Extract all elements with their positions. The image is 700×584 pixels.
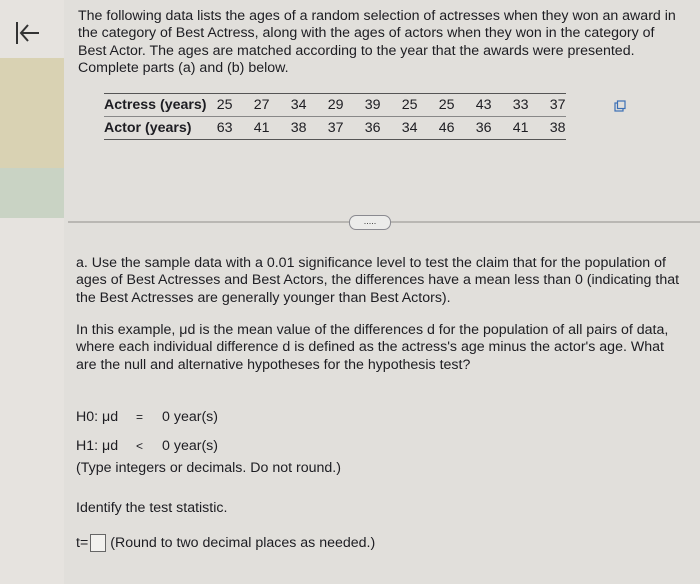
table-row [104, 117, 566, 140]
h0-symbol: H0: μd [76, 409, 119, 425]
alternative-hypothesis [76, 438, 218, 455]
row-header: Actor (years) [104, 117, 217, 140]
table-cell: 33 [492, 94, 529, 117]
h1-operator: < [136, 439, 144, 453]
table-cell: 25 [418, 94, 455, 117]
answer-format-note: (Type integers or decimals. Do not round.) [76, 460, 341, 476]
table-cell: 63 [217, 117, 233, 140]
rail-highlight-band-lower [0, 168, 64, 218]
h1-symbol: H1: μd [76, 438, 119, 454]
rounding-hint: (Round to two decimal places as needed.) [110, 535, 376, 551]
table-cell: 25 [217, 94, 233, 117]
table-cell: 27 [233, 94, 270, 117]
left-rail [0, 0, 64, 584]
h0-unit: year(s) [173, 409, 218, 425]
table-cell: 38 [529, 117, 566, 140]
test-statistic-prompt: Identify the test statistic. [76, 500, 228, 516]
table-cell: 36 [455, 117, 492, 140]
expand-button[interactable]: ..... [349, 215, 391, 230]
row-header: Actress (years) [104, 94, 217, 117]
h1-unit: year(s) [173, 438, 218, 454]
h0-value: 0 [162, 409, 170, 425]
table-cell: 36 [344, 117, 381, 140]
table-cell: 41 [492, 117, 529, 140]
table-cell: 25 [381, 94, 418, 117]
table-cell: 46 [418, 117, 455, 140]
table-cell: 34 [381, 117, 418, 140]
part-a-prompt: a. Use the sample data with a 0.01 significance level to test the claim that for the population of ages of Best Actresses and Best Actors, the differences have a mean less than 0 (indicating that the Best Actresses are generally younger than Best Actors). [76, 255, 680, 306]
null-hypothesis [76, 409, 218, 426]
table-cell: 34 [270, 94, 307, 117]
table-cell: 43 [455, 94, 492, 117]
t-answer-input[interactable] [90, 534, 106, 552]
example-text: In this example, μd is the mean value of the differences d for the population of all pairs of data, where each individual difference d is defined as the actress's age minus the actor's age. What are the null and alternative hypotheses for the hypothesis test? [76, 322, 669, 373]
question-panel [64, 0, 700, 584]
table-row [104, 94, 566, 117]
table-cell: 29 [307, 94, 344, 117]
table-cell: 37 [307, 117, 344, 140]
h1-value: 0 [162, 438, 170, 454]
table-cell: 39 [344, 94, 381, 117]
back-arrow-icon[interactable] [12, 18, 42, 48]
table-cell: 38 [270, 117, 307, 140]
data-table [104, 93, 566, 140]
table-cell: 37 [529, 94, 566, 117]
t-label: t= [76, 535, 89, 551]
rail-highlight-band [0, 58, 64, 168]
h0-operator: = [136, 410, 144, 424]
copy-data-icon[interactable] [614, 100, 626, 112]
intro-text: The following data lists the ages of a random selection of actresses when they won an award in the category of Best Actress, along with the ages of actors when they won in the category of Best Actor. The ages are matched according to the year that the awards were presented. Complete parts (a) and (b) below. [78, 8, 676, 77]
table-cell: 41 [233, 117, 270, 140]
test-statistic-line [76, 533, 375, 553]
